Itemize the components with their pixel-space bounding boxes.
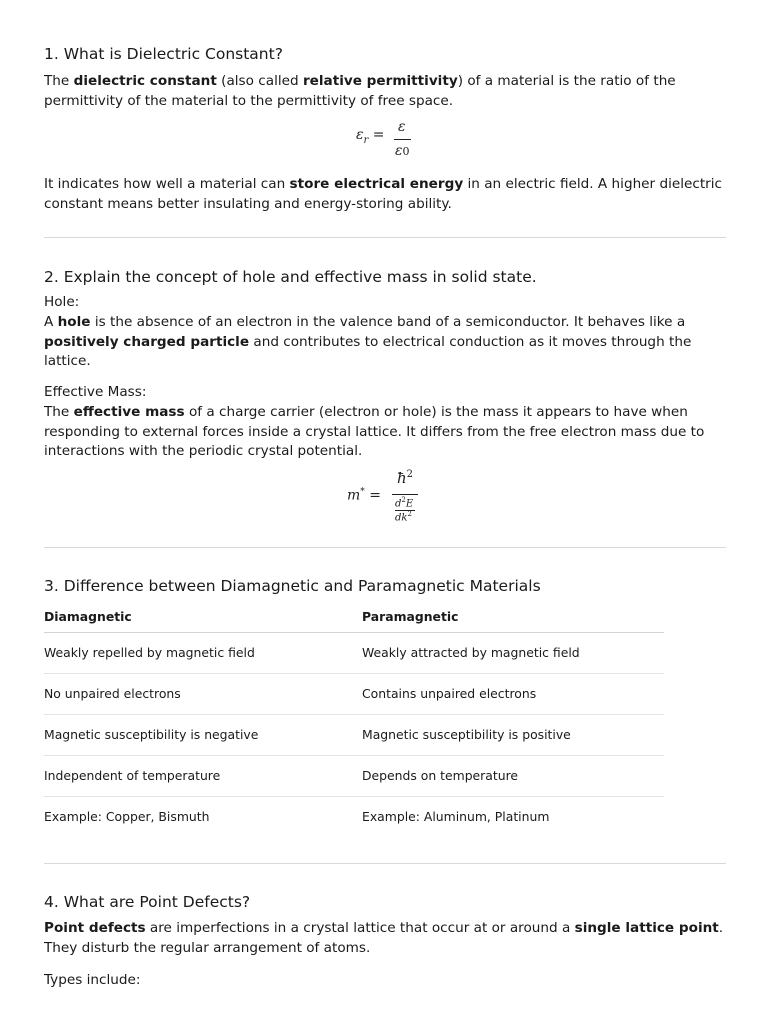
effective-mass-subheading: Effective Mass:	[44, 384, 147, 400]
table-row-divider	[44, 755, 664, 756]
effective-mass-formula-lhs: m* =	[347, 487, 381, 504]
table-cell: Example: Aluminum, Platinum	[362, 809, 550, 824]
section-4-heading: 4. What are Point Defects?	[44, 893, 251, 911]
section-1-paragraph-2: It indicates how well a material can store electrical energy in an electric field. A higher dielectric constant means better insulating and energy-storing ability.	[44, 176, 723, 212]
dielectric-formula-denominator: ε0	[395, 143, 410, 159]
table-header-rule	[44, 632, 664, 633]
section-divider	[44, 547, 726, 548]
table-cell: Example: Copper, Bismuth	[44, 809, 210, 824]
section-divider	[44, 863, 726, 864]
effective-mass-paragraph: The effective mass of a charge carrier (electron or hole) is the mass it appears to have when responding to external forces inside a crystal lattice. It differs from the free electron mass due to interactions with the periodic crystal potential.	[44, 404, 705, 459]
table-header-diamagnetic: Diamagnetic	[44, 609, 132, 624]
effective-mass-formula-inner-denominator: $dk^2$	[395, 510, 412, 524]
table-row-divider	[44, 673, 664, 674]
table-cell: Magnetic susceptibility is negative	[44, 727, 259, 742]
table-cell: Weakly attracted by magnetic field	[362, 645, 580, 660]
table-cell: Contains unpaired electrons	[362, 686, 537, 701]
section-1-paragraph-1: The dielectric constant (also called relative permittivity) of a material is the ratio of the permittivity of the material to the permittivity of free space.	[44, 73, 676, 109]
table-header-paramagnetic: Paramagnetic	[362, 609, 459, 624]
types-include-label: Types include:	[44, 972, 141, 988]
table-cell: Independent of temperature	[44, 768, 221, 783]
table-cell: Magnetic susceptibility is positive	[362, 727, 571, 742]
hole-paragraph: A hole is the absence of an electron in the valence band of a semiconductor. It behaves like a positively charged particle and contributes to electrical conduction as it moves through the lattice.	[44, 314, 692, 369]
table-cell: Weakly repelled by magnetic field	[44, 645, 255, 660]
section-3-heading: 3. Difference between Diamagnetic and Paramagnetic Materials	[44, 577, 541, 595]
section-divider	[44, 237, 726, 238]
table-row-divider	[44, 796, 664, 797]
section-1-heading: 1. What is Dielectric Constant?	[44, 45, 283, 63]
section-4-paragraph: Point defects are imperfections in a crystal lattice that occur at or around a single lattice point. They disturb the regular arrangement of atoms.	[44, 920, 724, 956]
dielectric-formula-fraction-bar	[394, 139, 411, 140]
effective-mass-formula-numerator: $ħ^2$	[397, 469, 414, 487]
effective-mass-formula-inner-numerator: $d^2E$	[395, 496, 414, 510]
table-cell: No unpaired electrons	[44, 686, 181, 701]
effective-mass-formula-fraction-bar	[392, 494, 418, 495]
hole-subheading: Hole:	[44, 294, 80, 310]
dielectric-formula-numerator: ε	[398, 119, 406, 135]
dielectric-formula-lhs: $\varepsilon_r$ =	[356, 127, 385, 146]
section-2-heading: 2. Explain the concept of hole and effective mass in solid state.	[44, 268, 537, 286]
table-cell: Depends on temperature	[362, 768, 519, 783]
table-row-divider	[44, 714, 664, 715]
